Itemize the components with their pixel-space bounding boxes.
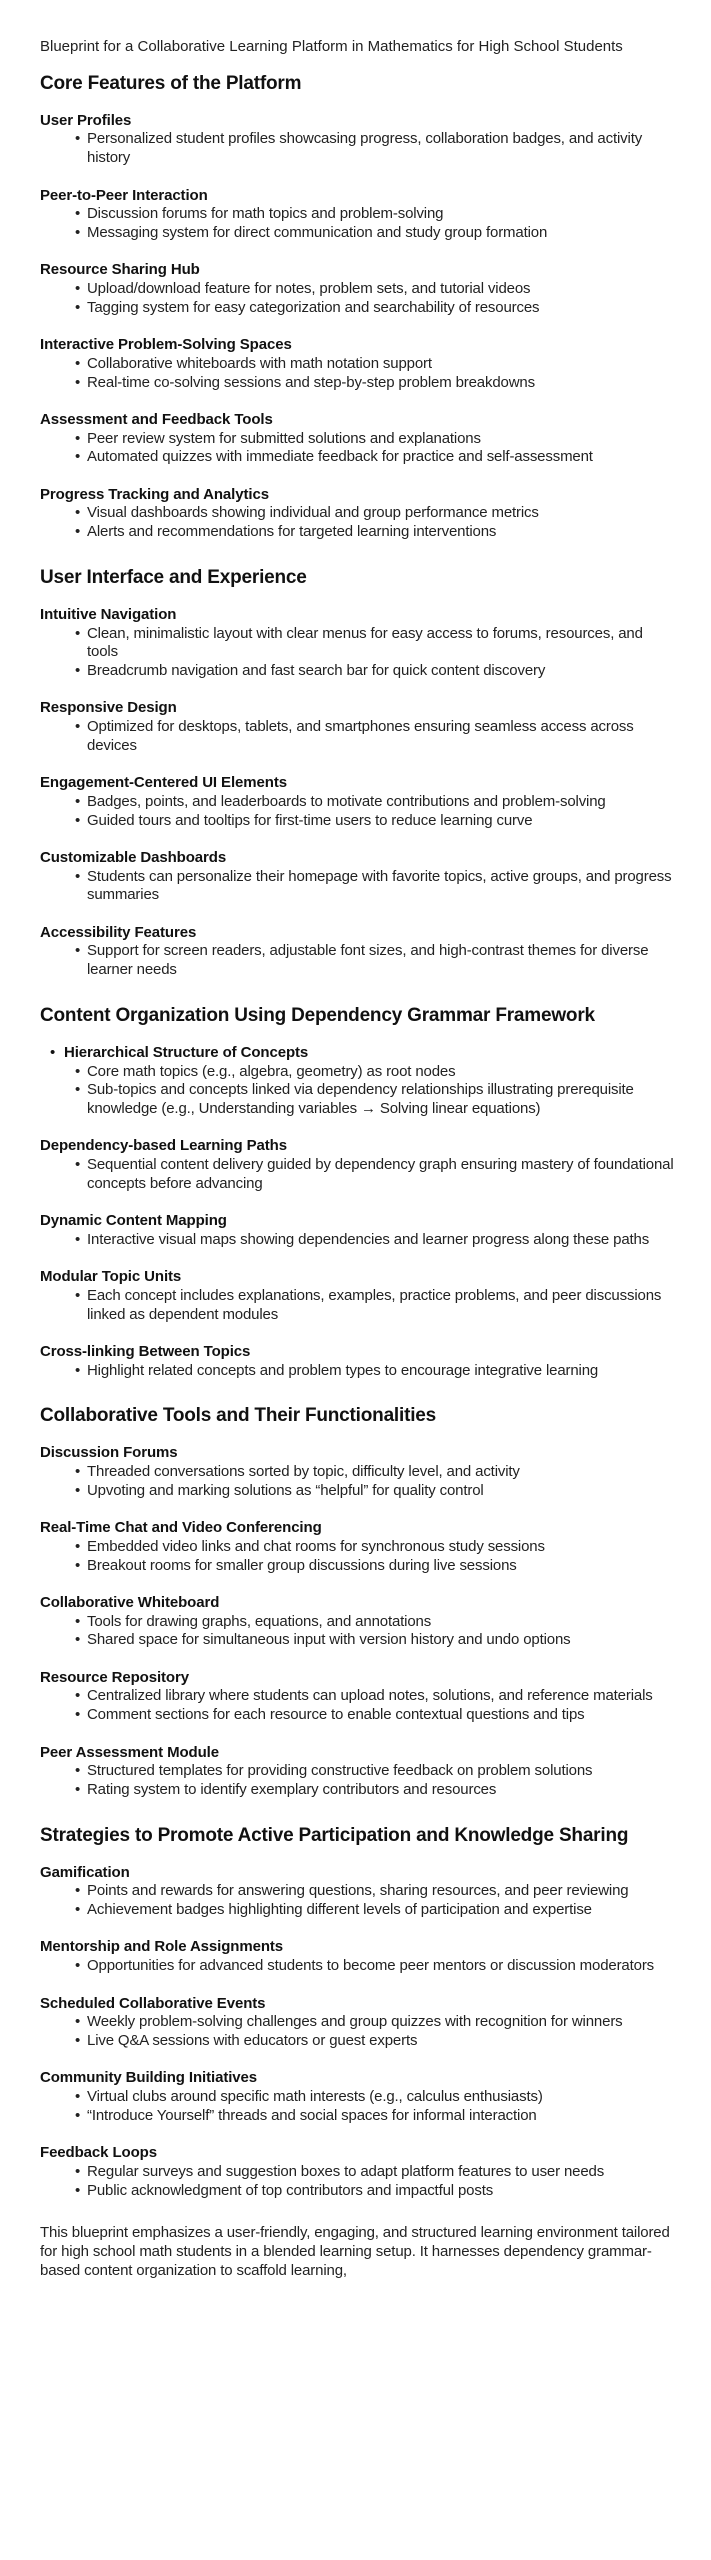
list-item-text: Peer review system for submitted solutions and explanations bbox=[87, 429, 481, 447]
bullet-icon: • bbox=[75, 1612, 81, 1630]
feature-bullet-list bbox=[40, 2088, 675, 2125]
feature-bullet-list bbox=[40, 1538, 675, 1575]
bullet-icon: • bbox=[75, 1556, 81, 1574]
bullet-icon: • bbox=[75, 2181, 81, 2199]
list-item bbox=[75, 867, 675, 905]
list-item-text: Each concept includes explanations, examples, practice problems, and peer discussions linked as dependent modules bbox=[87, 1286, 662, 1323]
bullet-icon: • bbox=[75, 205, 81, 223]
bullet-icon: • bbox=[75, 624, 81, 642]
list-item bbox=[75, 205, 675, 224]
bullet-icon: • bbox=[75, 1481, 81, 1499]
bullet-icon: • bbox=[75, 1062, 81, 1080]
feature-bullet-list bbox=[40, 430, 675, 467]
feature-title-text: Peer Assessment Module bbox=[40, 1743, 219, 1761]
bullet-icon: • bbox=[75, 1081, 81, 1099]
list-item bbox=[75, 1556, 675, 1576]
feature-title-text: Feedback Loops bbox=[40, 2144, 157, 2162]
bullet-icon: • bbox=[75, 429, 81, 447]
list-item bbox=[75, 2162, 675, 2182]
bullet-icon: • bbox=[75, 792, 81, 810]
feature-item bbox=[40, 699, 675, 755]
list-item-text: Collaborative whiteboards with math notation support bbox=[87, 354, 432, 372]
feature-bullet-list bbox=[40, 1063, 675, 1119]
feature-bullet-list bbox=[40, 868, 675, 905]
feature-item bbox=[40, 1444, 675, 1500]
feature-bullet-list bbox=[40, 1957, 675, 1976]
feature-item bbox=[40, 1343, 675, 1380]
feature-title-text: Discussion Forums bbox=[40, 1444, 178, 1462]
feature-bullet-list bbox=[40, 1613, 675, 1650]
section-content-organization-using-dependency-grammar-framework bbox=[40, 1004, 675, 1381]
feature-title bbox=[40, 774, 675, 793]
bullet-icon: • bbox=[75, 1882, 81, 1900]
list-item-text: Automated quizzes with immediate feedback for practice and self-assessment bbox=[87, 448, 593, 466]
feature-bullet-list bbox=[40, 2013, 675, 2050]
list-item-text: Discussion forums for math topics and problem-solving bbox=[87, 205, 444, 223]
feature-bullet-list bbox=[40, 355, 675, 392]
list-item bbox=[75, 223, 675, 243]
feature-item bbox=[40, 1594, 675, 1650]
list-item-text: Personalized student profiles showcasing progress, collaboration badges, and activity history bbox=[87, 130, 643, 167]
list-item-text: Shared space for simultaneous input with version history and undo options bbox=[87, 1631, 571, 1649]
list-item bbox=[75, 1481, 675, 1501]
bullet-icon: • bbox=[75, 280, 81, 297]
section-collaborative-tools-and-their-functionalities bbox=[40, 1404, 675, 1799]
feature-title bbox=[40, 112, 675, 131]
feature-item bbox=[40, 1744, 675, 1800]
list-item bbox=[75, 373, 675, 393]
bullet-icon: • bbox=[75, 354, 81, 372]
feature-title-text: Scheduled Collaborative Events bbox=[40, 1994, 266, 2012]
feature-title-text: Interactive Problem-Solving Spaces bbox=[40, 336, 292, 354]
feature-title-text: Real-Time Chat and Video Conferencing bbox=[40, 1519, 322, 1537]
list-item bbox=[75, 2031, 675, 2051]
bullet-icon: • bbox=[75, 867, 81, 885]
feature-title-text: Modular Topic Units bbox=[40, 1268, 182, 1286]
feature-bullet-list bbox=[40, 1762, 675, 1799]
list-item bbox=[75, 942, 675, 979]
feature-item bbox=[40, 1995, 675, 2051]
list-item bbox=[75, 280, 675, 299]
bullet-icon: • bbox=[75, 718, 81, 735]
feature-item bbox=[40, 924, 675, 980]
feature-item bbox=[40, 261, 675, 317]
feature-title bbox=[40, 1744, 675, 1763]
list-item-text: Points and rewards for answering questions, sharing resources, and peer reviewing bbox=[87, 1882, 629, 1900]
section-heading: Content Organization Using Dependency Grammar Framework bbox=[40, 1004, 595, 1026]
list-item-text: Guided tours and tooltips for first-time users to reduce learning curve bbox=[87, 811, 533, 829]
feature-bullet-list bbox=[40, 793, 675, 830]
list-item bbox=[75, 1062, 675, 1082]
closing-paragraph: This blueprint emphasizes a user-friendly, engaging, and structured learning environment tailored for high school math students in a blended learning setup. It harnesses dependency grammar-based content organization to scaffold learning, bbox=[40, 2224, 670, 2279]
bullet-icon: • bbox=[75, 523, 81, 541]
feature-item bbox=[40, 1268, 675, 1324]
feature-bullet-list bbox=[40, 1882, 675, 1919]
feature-item bbox=[40, 1519, 675, 1575]
feature-title bbox=[40, 1444, 675, 1463]
bullet-icon: • bbox=[75, 1706, 81, 1724]
list-item bbox=[75, 1957, 675, 1976]
feature-title bbox=[40, 2144, 675, 2163]
feature-bullet-list bbox=[40, 942, 675, 979]
list-item bbox=[75, 1762, 675, 1781]
list-item-text: Interactive visual maps showing dependencies and learner progress along these paths bbox=[87, 1230, 650, 1248]
feature-title bbox=[40, 336, 675, 355]
feature-title bbox=[40, 2069, 675, 2088]
list-item-text: Sequential content delivery guided by dependency graph ensuring mastery of foundational concepts before advancing bbox=[87, 1156, 674, 1192]
list-item-text: Opportunities for advanced students to become peer mentors or discussion moderators bbox=[87, 1957, 655, 1975]
feature-title-text: Cross-linking Between Topics bbox=[40, 1342, 251, 1360]
section-core-features-of-the-platform bbox=[40, 72, 675, 542]
bullet-icon: • bbox=[75, 1901, 81, 1919]
feature-title-text: Assessment and Feedback Tools bbox=[40, 410, 273, 428]
list-item-text: Alerts and recommendations for targeted learning interventions bbox=[87, 523, 497, 541]
list-item bbox=[75, 624, 675, 662]
feature-title bbox=[40, 411, 675, 430]
feature-title bbox=[40, 1864, 675, 1883]
feature-title bbox=[40, 1343, 675, 1362]
feature-title-text: Hierarchical Structure of Concepts bbox=[64, 1043, 309, 1061]
list-item bbox=[75, 2106, 675, 2126]
list-item bbox=[75, 661, 675, 681]
list-item-text: Support for screen readers, adjustable font sizes, and high-contrast themes for diverse learner needs bbox=[87, 942, 649, 979]
bullet-icon: • bbox=[75, 1463, 81, 1481]
list-item-text: Highlight related concepts and problem types to encourage integrative learning bbox=[87, 1361, 599, 1379]
bullet-icon: • bbox=[75, 1361, 81, 1379]
feature-title bbox=[40, 924, 675, 943]
feature-bullet-list bbox=[40, 280, 675, 317]
list-item bbox=[75, 2088, 675, 2107]
feature-title-text: User Profiles bbox=[40, 111, 132, 129]
feature-item bbox=[40, 1212, 675, 1249]
feature-title bbox=[40, 261, 675, 280]
feature-title-text: Dynamic Content Mapping bbox=[40, 1212, 227, 1230]
list-item-text: Live Q&A sessions with educators or guest experts bbox=[87, 2031, 418, 2049]
feature-item bbox=[40, 486, 675, 542]
list-item-text: Upload/download feature for notes, problem sets, and tutorial videos bbox=[87, 280, 531, 297]
list-item bbox=[75, 448, 675, 467]
list-item bbox=[75, 1780, 675, 1800]
bullet-icon: • bbox=[75, 1156, 81, 1173]
list-item-text: Breadcrumb navigation and fast search bar for quick content discovery bbox=[87, 661, 546, 679]
bullet-icon: • bbox=[75, 1230, 81, 1248]
feature-bullet-list bbox=[40, 130, 675, 167]
feature-title bbox=[40, 1995, 675, 2014]
bullet-icon: • bbox=[75, 223, 81, 241]
feature-item bbox=[40, 606, 675, 681]
feature-item bbox=[40, 411, 675, 467]
list-item bbox=[75, 1612, 675, 1632]
document-sections bbox=[40, 72, 675, 2201]
feature-title-text: Gamification bbox=[40, 1863, 130, 1881]
feature-bullet-list bbox=[40, 1687, 675, 1724]
list-item-text: Clean, minimalistic layout with clear menus for easy access to forums, resources, and tools bbox=[87, 624, 643, 661]
bullet-icon: • bbox=[75, 298, 81, 316]
section-user-interface-and-experience bbox=[40, 566, 675, 980]
feature-bullet-list bbox=[40, 718, 675, 755]
feature-title-text: Community Building Initiatives bbox=[40, 2069, 258, 2087]
list-item bbox=[75, 298, 675, 318]
feature-title bbox=[40, 1044, 675, 1063]
section-heading: Collaborative Tools and Their Functionalities bbox=[40, 1405, 437, 1427]
list-item bbox=[75, 130, 675, 167]
bullet-icon: • bbox=[75, 1537, 81, 1555]
list-item-text: Tagging system for easy categorization and searchability of resources bbox=[87, 298, 540, 316]
list-item bbox=[75, 1463, 675, 1482]
feature-title-text: Accessibility Features bbox=[40, 923, 197, 941]
feature-title-text: Peer-to-Peer Interaction bbox=[40, 186, 208, 204]
feature-item bbox=[40, 1044, 675, 1119]
feature-bullet-list bbox=[40, 1231, 675, 1250]
feature-title-text: Mentorship and Role Assignments bbox=[40, 1938, 284, 1956]
feature-title-text: Responsive Design bbox=[40, 699, 177, 717]
list-item-text: Public acknowledgment of top contributors and impactful posts bbox=[87, 2181, 494, 2199]
list-item-text: Achievement badges highlighting different levels of participation and expertise bbox=[87, 1901, 592, 1919]
bullet-icon: • bbox=[75, 1957, 81, 1975]
list-item bbox=[75, 718, 675, 755]
feature-item bbox=[40, 2069, 675, 2125]
bullet-icon: • bbox=[75, 2088, 81, 2106]
list-item bbox=[75, 792, 675, 812]
section-heading: User Interface and Experience bbox=[40, 566, 307, 588]
feature-item bbox=[40, 336, 675, 392]
feature-title bbox=[40, 849, 675, 868]
list-item bbox=[75, 1631, 675, 1650]
bullet-icon: • bbox=[75, 448, 81, 466]
list-item bbox=[75, 1361, 675, 1381]
feature-bullet-list bbox=[40, 1156, 675, 1193]
bullet-icon: • bbox=[75, 942, 81, 960]
list-item-text: “Introduce Yourself” threads and social spaces for informal interaction bbox=[87, 2106, 537, 2124]
list-item bbox=[75, 1081, 675, 1118]
feature-title bbox=[40, 1519, 675, 1538]
list-item-text: Sub-topics and concepts linked via dependency relationships illustrating prerequisite knowledge (e.g., Understanding variables → Solving linear equations) bbox=[87, 1081, 634, 1117]
feature-bullet-list bbox=[40, 504, 675, 541]
feature-title bbox=[40, 1212, 675, 1231]
bullet-icon: • bbox=[75, 1631, 81, 1649]
list-item-text: Rating system to identify exemplary contributors and resources bbox=[87, 1780, 497, 1798]
list-item bbox=[75, 1706, 675, 1725]
list-item bbox=[75, 2013, 675, 2032]
document-title: Blueprint for a Collaborative Learning Platform in Mathematics for High School Students bbox=[40, 38, 623, 55]
feature-bullet-list bbox=[40, 625, 675, 681]
bullet-icon: • bbox=[75, 2162, 81, 2180]
list-item-text: Virtual clubs around specific math interests (e.g., calculus enthusiasts) bbox=[87, 2088, 543, 2106]
feature-title-text: Intuitive Navigation bbox=[40, 605, 177, 623]
list-item bbox=[75, 504, 675, 523]
bullet-icon: • bbox=[75, 811, 81, 829]
bullet-icon: • bbox=[75, 130, 81, 148]
bullet-icon: • bbox=[75, 2031, 81, 2049]
feature-title-text: Collaborative Whiteboard bbox=[40, 1593, 220, 1611]
feature-bullet-list bbox=[40, 1362, 675, 1381]
list-item bbox=[75, 1537, 675, 1557]
list-item-text: Breakout rooms for smaller group discussions during live sessions bbox=[87, 1556, 517, 1574]
feature-title-text: Resource Sharing Hub bbox=[40, 261, 200, 279]
list-item-text: Centralized library where students can upload notes, solutions, and reference materials bbox=[87, 1687, 653, 1705]
feature-item bbox=[40, 1938, 675, 1975]
feature-title-text: Engagement-Centered UI Elements bbox=[40, 774, 287, 792]
feature-item bbox=[40, 1669, 675, 1725]
feature-bullet-list bbox=[40, 205, 675, 242]
list-item-text: Messaging system for direct communication and study group formation bbox=[87, 223, 548, 241]
feature-title-text: Progress Tracking and Analytics bbox=[40, 485, 269, 503]
list-item-text: Optimized for desktops, tablets, and smartphones ensuring seamless access across devices bbox=[87, 718, 634, 754]
bullet-icon: • bbox=[50, 1043, 56, 1061]
list-item-text: Weekly problem-solving challenges and group quizzes with recognition for winners bbox=[87, 2013, 623, 2031]
list-item bbox=[75, 1882, 675, 1901]
feature-item bbox=[40, 112, 675, 168]
feature-title bbox=[40, 1938, 675, 1957]
bullet-icon: • bbox=[75, 2106, 81, 2124]
list-item-text: Regular surveys and suggestion boxes to adapt platform features to user needs bbox=[87, 2162, 605, 2180]
list-item bbox=[75, 2181, 675, 2201]
list-item bbox=[75, 523, 675, 542]
feature-title bbox=[40, 699, 675, 718]
list-item-text: Upvoting and marking solutions as “helpful” for quality control bbox=[87, 1481, 484, 1499]
list-item bbox=[75, 1230, 675, 1250]
bullet-icon: • bbox=[75, 504, 81, 522]
bullet-icon: • bbox=[75, 2013, 81, 2031]
section-heading: Core Features of the Platform bbox=[40, 72, 302, 94]
feature-title bbox=[40, 606, 675, 625]
list-item-text: Embedded video links and chat rooms for synchronous study sessions bbox=[87, 1537, 545, 1555]
list-item bbox=[75, 1687, 675, 1706]
feature-title bbox=[40, 486, 675, 505]
feature-title bbox=[40, 1669, 675, 1688]
bullet-icon: • bbox=[75, 373, 81, 391]
section-heading: Strategies to Promote Active Participation and Knowledge Sharing bbox=[40, 1824, 629, 1846]
feature-bullet-list bbox=[40, 1463, 675, 1500]
list-item bbox=[75, 1156, 675, 1193]
feature-title bbox=[40, 187, 675, 206]
feature-item bbox=[40, 187, 675, 243]
list-item bbox=[75, 1901, 675, 1920]
list-item-text: Real-time co-solving sessions and step-by-step problem breakdowns bbox=[87, 373, 535, 391]
feature-title-text: Resource Repository bbox=[40, 1668, 189, 1686]
list-item bbox=[75, 429, 675, 449]
bullet-icon: • bbox=[75, 1687, 81, 1705]
list-item-text: Structured templates for providing constructive feedback on problem solutions bbox=[87, 1762, 593, 1780]
feature-title bbox=[40, 1137, 675, 1156]
list-item-text: Visual dashboards showing individual and group performance metrics bbox=[87, 504, 539, 522]
list-item-text: Tools for drawing graphs, equations, and annotations bbox=[87, 1612, 432, 1630]
feature-title-text: Customizable Dashboards bbox=[40, 848, 227, 866]
feature-item bbox=[40, 1137, 675, 1193]
list-item-text: Comment sections for each resource to enable contextual questions and tips bbox=[87, 1706, 585, 1724]
feature-bullet-list bbox=[40, 2163, 675, 2200]
feature-title bbox=[40, 1268, 675, 1287]
list-item-text: Students can personalize their homepage with favorite topics, active groups, and progress summaries bbox=[87, 867, 672, 904]
feature-title-text: Dependency-based Learning Paths bbox=[40, 1137, 287, 1155]
section-strategies-to-promote-active-participation-and-knowledge-sharing bbox=[40, 1824, 675, 2201]
bullet-icon: • bbox=[75, 1780, 81, 1798]
feature-item bbox=[40, 2144, 675, 2200]
feature-title bbox=[40, 1594, 675, 1613]
feature-bullet-list bbox=[40, 1287, 675, 1324]
list-item bbox=[75, 1286, 675, 1324]
bullet-icon: • bbox=[75, 661, 81, 679]
list-item bbox=[75, 354, 675, 374]
bullet-icon: • bbox=[75, 1286, 81, 1304]
feature-item bbox=[40, 1864, 675, 1920]
bullet-icon: • bbox=[75, 1762, 81, 1780]
feature-item bbox=[40, 774, 675, 830]
feature-item bbox=[40, 849, 675, 905]
list-item-text: Core math topics (e.g., algebra, geometry) as root nodes bbox=[87, 1062, 456, 1080]
list-item-text: Badges, points, and leaderboards to motivate contributions and problem-solving bbox=[87, 792, 606, 810]
list-item bbox=[75, 811, 675, 831]
list-item-text: Threaded conversations sorted by topic, difficulty level, and activity bbox=[87, 1463, 520, 1481]
